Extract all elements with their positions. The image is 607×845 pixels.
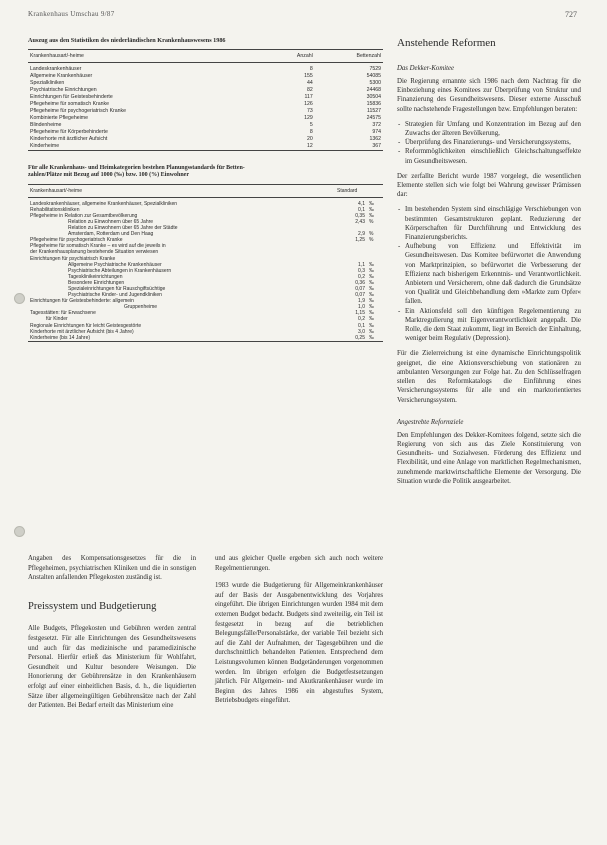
cell-standard: 0,3 <box>358 267 365 274</box>
table-row <box>28 87 383 94</box>
cell-standard: 3,0 <box>358 328 365 335</box>
cell-type: Pflegeheime für somatisch Kranke – es wird auf die jeweils in <box>30 243 166 250</box>
cell-standard: 4,1 <box>358 200 365 207</box>
cell-standard: 0,07 <box>355 292 365 299</box>
tables-column <box>28 37 383 342</box>
cell-type: Psychiatrische Kinder- und Jugendkliniken <box>68 292 162 299</box>
committee-subheading: Das Dekker-Komitee <box>397 65 455 72</box>
reform-goals-subheading: Angestrebte Reformziele <box>397 418 464 426</box>
cell-count: 126 <box>304 101 313 107</box>
cell-type: Allgemeine Krankenhäuser <box>30 73 93 79</box>
cell-count: 129 <box>304 115 313 121</box>
running-head: Krankenhaus Umschau 9/87 <box>28 10 115 18</box>
reforms-column <box>397 37 581 492</box>
cell-standard: 1,1 <box>358 261 365 268</box>
list-item: - Überprüfung des Finanzierungs- und Versicherungssystems, <box>405 138 581 147</box>
cell-unit: ‰ <box>369 279 374 286</box>
cell-count: 44 <box>307 80 313 86</box>
table-row <box>28 80 383 87</box>
table2-header-standard: Standard <box>335 184 383 197</box>
cell-standard: 0,35 <box>355 212 365 219</box>
punch-hole <box>14 293 25 304</box>
table-row <box>28 143 383 151</box>
cell-unit: % <box>369 237 374 244</box>
cell-standard: 2,9 <box>358 231 365 238</box>
table-row <box>28 108 383 115</box>
planning-standards-table <box>28 184 383 342</box>
cell-type: Relation zu Einwohnern über 65 Jahre der Städte <box>68 225 178 232</box>
cell-beds: 974 <box>372 129 381 135</box>
cell-unit: ‰ <box>369 267 374 274</box>
cell-type: Regionale Einrichtungen für leicht Geistesgestörte <box>30 322 142 329</box>
cell-count: 8 <box>309 66 313 72</box>
table-row <box>28 63 383 73</box>
punch-hole <box>14 526 25 537</box>
report-elements-list <box>397 205 581 343</box>
list-item: - Ein Aktionsfeld soll den künftigen Regelementierung zu Marktregulierung mit Eigenverantwortlichkeit angepaßt. Die Rolle, die dem Staat zukommt, liegt im Bereich der Einhaltung, weniger beim Regulativ (Depression). <box>405 307 581 344</box>
cell-unit: % <box>369 218 374 225</box>
cell-beds: 24468 <box>366 87 381 93</box>
paragraph: Die Regierung ernannte sich 1986 nach dem Nachtrag für die Einbeziehung eines Komitees zur Überprüfung von Struktur und Finanzierung des Gesundheitswesens. Dieser externe Ausschuß sollte nachstehende Fragestellungen bzw. Empfehlungen beraten: <box>397 78 581 113</box>
cell-standard: 1,0 <box>358 304 365 311</box>
cell-type: Tagesklinikeinrichtungen <box>68 273 123 280</box>
cell-type: Tagesstätten: für Erwachsene <box>30 310 96 317</box>
cell-type: Kinderhorte mit ärztlicher Aufsicht (bis 4 Jahre) <box>30 328 134 335</box>
list-item: - Aufhebung von Effizienz und Effektivität im Gesundheitswesen. Das Komitee befürwortet die Anwendung von Marktprinzipien, so befürwortet die Verbesserung der Effizienz nach bisherigem Erkenntnis- und Verantwortlichkeit. Anbietern und Versicherern, ohne daß dadurch die Grundsätze von Qualität und Gleichbehandlung dem »Markte zum Opfer« fallen. <box>405 242 581 306</box>
cell-type: Landeskrankenhäuser, allgemeine Krankenhäuser, Spezialkliniken <box>30 200 178 207</box>
cell-unit: ‰ <box>369 298 374 305</box>
cell-beds: 7529 <box>369 66 381 72</box>
cell-count: 5 <box>309 122 313 128</box>
cell-type: Relation zu Einwohnern über 65 Jahre <box>68 218 154 225</box>
list-item: - Im bestehenden System sind einschlägige Verschiebungen von bestimmten Gesamtstrukturen geplant. Reduzierung der Körperschaften für Durchführung und Entwicklung des Finanzierungsberichts. <box>405 205 581 242</box>
hospital-statistics-table <box>28 49 383 151</box>
cell-standard: 0,36 <box>355 279 365 286</box>
table-row <box>28 197 383 207</box>
table2-title: Für alle Krankenhaus- und Heimkategorien bestehen Planungsstandards für Betten- zahlen/Plätze mit Bezug auf 1000 (‰) bzw. 100 (%) Einwohner <box>28 164 245 178</box>
cell-count: 20 <box>307 136 313 142</box>
paragraph: Angaben des Kompensationsgesetzes für die in Pflegeheimen, psychiatrischen Kliniken und die in sonstigen Anstalten anfallenden Pflegekosten zuständig ist. <box>28 555 196 582</box>
cell-type: Pflegeheime in Relation zur Gesamtbevölkerung <box>30 212 138 219</box>
cell-standard: 0,2 <box>358 273 365 280</box>
cell-type: Spezialeinrichtungen für Rauschgiftsüchtige <box>68 286 166 293</box>
cell-unit: ‰ <box>369 273 374 280</box>
cell-count: 73 <box>307 108 313 114</box>
cell-type: Pflegeheime für psychogeriatrisch Kranke <box>30 237 123 244</box>
cell-standard: 1,15 <box>355 310 365 317</box>
cell-type: der Krankenhausplanung bestehende Situation verwiesen <box>30 249 159 256</box>
cell-beds: 11527 <box>366 108 381 114</box>
cell-unit: ‰ <box>369 322 374 329</box>
cell-unit: ‰ <box>369 316 374 323</box>
cell-standard: 2,43 <box>355 218 365 225</box>
cell-count: 155 <box>304 73 313 79</box>
cell-type: Kinderhorte mit ärztlicher Aufsicht <box>30 136 108 142</box>
cell-unit: ‰ <box>369 200 374 207</box>
cell-type: Allgemeine Psychiatrische Krankenhäuser <box>68 261 162 268</box>
cell-type: Psychiatrische Abteilungen in Krankenhäusern <box>68 267 172 274</box>
cell-standard: 0,1 <box>358 322 365 329</box>
table2-header-type: Krankenhausart/-heime <box>28 184 335 197</box>
cell-count: 117 <box>304 94 313 100</box>
cell-unit: ‰ <box>369 310 374 317</box>
cell-type: Besondere Einrichtungen <box>68 279 125 286</box>
cell-unit: ‰ <box>369 328 374 335</box>
paragraph: Der zerfallte Bericht wurde 1987 vorgelegt, die wesentlichen Elemente stellen sich wie folgt bei Wahrung gewisser Prämissen dar: <box>397 172 581 199</box>
cell-beds: 24575 <box>366 115 381 121</box>
table1-title: Auszug aus den Statistiken des niederländischen Krankenhauswesens 1986 <box>28 37 226 44</box>
paragraph: Alle Budgets, Pflegekosten und Gebühren werden zentral festgesetzt. Für alle Einrichtungen des Gesundheitswesens und auch für das medizinische und paramedizinische Personal. Hierfür erließ das Ministerium für Wohlfahrt, Gesundheit und Kultur besondere Weisungen. Die Honorierung der Gebührensätze in den Krankenhäusern erfolgt auf einer einheitlichen Basis, d. h., die liquidierten Sätze über allgemeingültigen Gebührensätze nach der Zahl der Patienten. Bei Bedarf erteilt das Ministerium eine <box>28 625 196 710</box>
table-row <box>28 335 383 342</box>
cell-type: für Kinder <box>46 316 68 323</box>
cell-type: Blindenheime <box>30 122 62 128</box>
cell-unit: ‰ <box>369 292 374 299</box>
cell-beds: 30504 <box>366 94 381 100</box>
cell-unit: ‰ <box>369 286 374 293</box>
cell-beds: 367 <box>372 143 381 149</box>
cell-type: Landeskrankenhäuser <box>30 66 82 72</box>
cell-standard: 1,25 <box>355 237 365 244</box>
table1-header-count: Anzahl <box>267 50 315 63</box>
cell-type: Kinderheime <box>30 143 60 149</box>
cell-beds: 5300 <box>369 80 381 86</box>
cell-type: Kinderheime (bis 14 Jahre) <box>30 334 91 341</box>
cell-type: Einrichtungen für Geistesbehinderte: allgemein <box>30 298 134 305</box>
cell-standard: 0,25 <box>355 334 365 341</box>
cell-type: Pflegeheime für somatisch Kranke <box>30 101 110 107</box>
cell-unit: % <box>369 231 374 238</box>
table-row <box>28 94 383 101</box>
cell-unit: ‰ <box>369 261 374 268</box>
table-row <box>28 136 383 143</box>
cell-beds: 54085 <box>366 73 381 79</box>
reforms-heading: Anstehende Reformen <box>397 37 496 49</box>
recommendations-list <box>397 120 581 166</box>
cell-unit: ‰ <box>369 212 374 219</box>
cell-standard: 0,07 <box>355 286 365 293</box>
cell-type: Gruppenheime <box>124 304 158 311</box>
list-item: - Reformmöglichkeiten einschließlich Gleichschaltungseffekte im Gesundheitswesen. <box>405 147 581 165</box>
cell-standard: 0,2 <box>358 316 365 323</box>
cell-type: Psychiatrische Einrichtungen <box>30 87 97 93</box>
table1-header-type: Krankenhausart/-heime <box>28 50 267 63</box>
cell-type: Amsterdam, Rotterdam und Den Haag <box>68 231 154 238</box>
cell-count: 82 <box>307 87 313 93</box>
cell-beds: 15836 <box>366 101 381 107</box>
cell-type: Spezialkliniken <box>30 80 65 86</box>
body-column-1 <box>28 554 196 711</box>
table-row <box>28 115 383 122</box>
paragraph: und aus gleicher Quelle ergeben sich auch noch weitere Regelmentierungen. <box>215 555 383 572</box>
table1-header-beds: Bettenzahl <box>315 50 383 63</box>
cell-unit: ‰ <box>369 304 374 311</box>
cell-standard: 0,1 <box>358 206 365 213</box>
cell-type: Pflegeheime für Körperbehinderte <box>30 129 108 135</box>
table-row <box>28 122 383 129</box>
cell-type: Einrichtungen für Geistesbehinderte <box>30 94 113 100</box>
cell-beds: 1362 <box>369 136 381 142</box>
cell-beds: 372 <box>372 122 381 128</box>
body-column-2 <box>215 554 383 706</box>
cell-standard: 1,9 <box>358 298 365 305</box>
list-item: - Strategien für Umfang und Konzentration im Bezug auf den Zuwachs der älteren Bevölkerung, <box>405 120 581 138</box>
paragraph: Den Empfehlungen des Dekker-Komitees folgend, setzte sich die Regierung von sich aus das Ziele Konstituierung von Gesundheits- und Sozialwesen. Förderung des Effizienz und Flexibilität, und eine Anlage von marktlichen Regelmechanismen, zunehmende marktwirtschaftliche Elemente der Versorgung. Die Situation wurde die Politik ausgearbeitet. <box>397 431 581 485</box>
cell-unit: ‰ <box>369 206 374 213</box>
section-heading: Preissystem und Budgetierung <box>28 600 157 612</box>
cell-type: Pflegeheime für psychogeriatrisch Kranke <box>30 108 127 114</box>
cell-type: Einrichtungen für psychiatrisch Kranke <box>30 255 116 262</box>
table-row <box>28 129 383 136</box>
cell-count: 12 <box>307 143 313 149</box>
page-number: 727 <box>565 10 577 19</box>
cell-unit: ‰ <box>369 334 374 341</box>
table-row <box>28 101 383 108</box>
table-row <box>28 73 383 80</box>
cell-count: 8 <box>309 129 313 135</box>
paragraph: Für die Zielerreichung ist eine dynamische Einrichtungspolitik geeignet, die eine Aktionsverschiebung von stationären zu ambulanten Versorgungen zur Folge hat. Zu den Schlüsselfragen stellen des Reformkatalogs die Einführung eines Versicherungssystems für alle und ein marktorientiertes Versicherungssystem. <box>397 350 581 404</box>
cell-type: Kombinierte Pflegeheime <box>30 115 88 121</box>
paragraph: 1983 wurde die Budgetierung für Allgemeinkrankenhäuser auf der Basis der Ausgabenentwicklung des Vorjahres eingeführt. Die übrigen Einrichtungen wurden 1984 mit dem externen Budget bedacht. Budgets sind zweiteilig, ein Teil ist festgesetzt in bezug auf die betrieblichen Belegungsfälle/Personalstärke, der variable Teil bezieht sich auf die Zahl der Aufnahmen, der Tagesgebühren und die durchschnittlich behandelten Patienten. Entsprechend dem Leistungsvolumen können Budgetänderungen vorgenommen werden. Im übrigen erfolgen die Budgetfestsetzungen jährlich. Für Allgemein- und Akutkrankenhäuser wurde im Beginn des Jahres 1986 ein abgestuftes System, Betriebsbudgets eingeführt. <box>215 582 383 705</box>
cell-type: Rehabilitationskliniken <box>30 206 80 213</box>
